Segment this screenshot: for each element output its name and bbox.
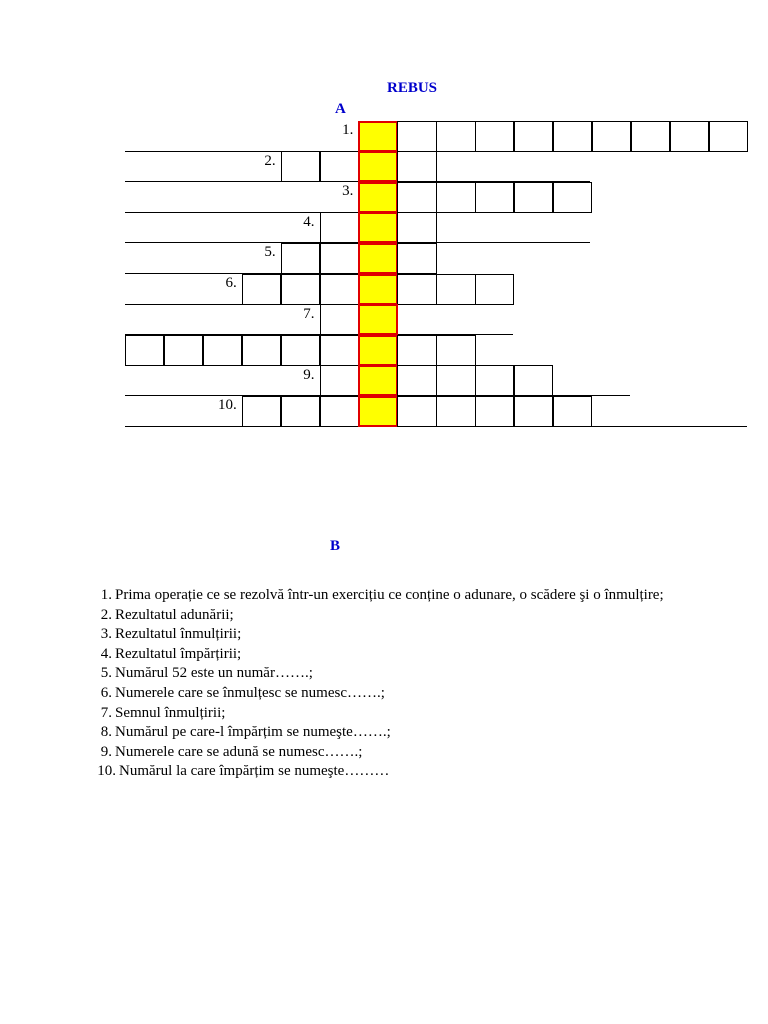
clue-number: 7.	[100, 704, 112, 721]
key-cell[interactable]	[358, 274, 397, 305]
letter-cell[interactable]	[514, 182, 553, 213]
clue-item	[88, 762, 728, 782]
letter-cell[interactable]	[436, 182, 475, 213]
letter-cell[interactable]	[514, 396, 553, 427]
letter-cell[interactable]	[397, 243, 436, 274]
letter-cell[interactable]	[320, 335, 359, 366]
letter-cell[interactable]	[242, 274, 281, 305]
key-cell[interactable]	[358, 365, 397, 396]
clue-number: 10.	[97, 763, 116, 780]
clue-item	[88, 743, 728, 763]
letter-cell[interactable]	[631, 121, 670, 152]
clue-text: Prima operație ce se rezolvă într-un exercițiu ce conține o adunare, o scădere şi o înmulțire;	[115, 587, 664, 603]
key-cell[interactable]	[358, 335, 397, 366]
row-number: 6.	[225, 275, 237, 291]
clue-text: Numărul pe care-l împărțim se numeşte…….;	[115, 724, 391, 741]
clue-number: 9.	[100, 743, 112, 760]
clue-item	[88, 723, 728, 743]
clue-item	[88, 664, 728, 684]
clue-number: 4.	[100, 645, 112, 662]
clue-text: Numerele care se înmulțesc se numesc…….;	[115, 684, 385, 701]
letter-cell[interactable]	[436, 274, 475, 305]
letter-cell[interactable]	[436, 121, 475, 152]
letter-cell[interactable]	[320, 365, 359, 396]
letter-cell[interactable]	[281, 396, 320, 427]
letter-cell[interactable]	[397, 274, 436, 305]
letter-cell[interactable]	[436, 365, 475, 396]
letter-cell[interactable]	[242, 335, 281, 366]
letter-cell[interactable]	[553, 182, 592, 213]
letter-cell[interactable]	[281, 243, 320, 274]
letter-cell[interactable]	[320, 151, 359, 182]
row-number: 9.	[303, 366, 315, 383]
letter-cell[interactable]	[436, 396, 475, 427]
clue-item	[88, 586, 728, 606]
row-number: 7.	[303, 305, 315, 322]
clue-number: 5.	[100, 665, 112, 682]
clue-item	[88, 625, 728, 645]
letter-cell[interactable]	[125, 335, 164, 366]
letter-cell[interactable]	[592, 121, 631, 152]
letter-cell[interactable]	[475, 365, 514, 396]
letter-cell[interactable]	[475, 121, 514, 152]
clue-text: Rezultatul adunării;	[115, 606, 234, 623]
key-cell[interactable]	[358, 121, 397, 152]
letter-cell[interactable]	[670, 121, 709, 152]
key-cell[interactable]	[358, 151, 397, 182]
key-cell[interactable]	[358, 182, 397, 213]
row-number: 3.	[342, 183, 354, 200]
clue-text: Rezultatul înmulțirii;	[115, 626, 242, 643]
clue-item	[88, 684, 728, 704]
key-cell[interactable]	[358, 396, 397, 427]
letter-cell[interactable]	[553, 396, 592, 427]
letter-cell[interactable]	[436, 335, 475, 366]
row-number: 1.	[342, 122, 354, 138]
letter-cell[interactable]	[281, 274, 320, 305]
key-cell[interactable]	[358, 304, 397, 335]
clue-number: 2.	[100, 606, 112, 623]
section-b-label: B	[330, 538, 341, 554]
letter-cell[interactable]	[320, 304, 359, 335]
key-cell[interactable]	[358, 243, 397, 274]
letter-cell[interactable]	[475, 396, 514, 427]
letter-cell[interactable]	[320, 243, 359, 274]
section-a-label: A	[335, 101, 346, 117]
row-number: 4.	[303, 213, 315, 230]
letter-cell[interactable]	[164, 335, 203, 366]
letter-cell[interactable]	[203, 335, 242, 366]
clue-text: Rezultatul împărțirii;	[115, 645, 242, 662]
letter-cell[interactable]	[475, 274, 514, 305]
clue-number: 8.	[100, 724, 112, 741]
page-title: REBUS	[387, 80, 438, 96]
clue-number: 6.	[100, 684, 112, 701]
clue-item	[88, 704, 728, 724]
letter-cell[interactable]	[397, 212, 436, 243]
letter-cell[interactable]	[281, 335, 320, 366]
letter-cell[interactable]	[320, 212, 359, 243]
letter-cell[interactable]	[397, 151, 436, 182]
letter-cell[interactable]	[281, 151, 320, 182]
clue-list	[88, 586, 728, 782]
clue-text: Semnul înmulțirii;	[115, 704, 226, 721]
letter-cell[interactable]	[709, 121, 748, 152]
letter-cell[interactable]	[397, 182, 436, 213]
row-number: 2.	[264, 152, 276, 169]
clue-item	[88, 645, 728, 665]
letter-cell[interactable]	[514, 121, 553, 152]
clue-number: 1.	[100, 587, 112, 603]
letter-cell[interactable]	[553, 121, 592, 152]
clue-text: Numărul 52 este un număr…….;	[115, 665, 313, 682]
key-cell[interactable]	[358, 212, 397, 243]
letter-cell[interactable]	[320, 274, 359, 305]
letter-cell[interactable]	[514, 365, 553, 396]
clue-text: Numerele care se adună se numesc…….;	[115, 743, 363, 760]
row-number: 5.	[264, 244, 276, 261]
letter-cell[interactable]	[242, 396, 281, 427]
letter-cell[interactable]	[320, 396, 359, 427]
letter-cell[interactable]	[397, 396, 436, 427]
letter-cell[interactable]	[397, 121, 436, 152]
letter-cell[interactable]	[475, 182, 514, 213]
clue-item	[88, 606, 728, 626]
letter-cell[interactable]	[397, 365, 436, 396]
letter-cell[interactable]	[397, 335, 436, 366]
clue-text: Numărul la care împărțim se numeşte………	[119, 763, 390, 780]
row-number: 10.	[217, 397, 237, 414]
clue-number: 3.	[100, 626, 112, 643]
